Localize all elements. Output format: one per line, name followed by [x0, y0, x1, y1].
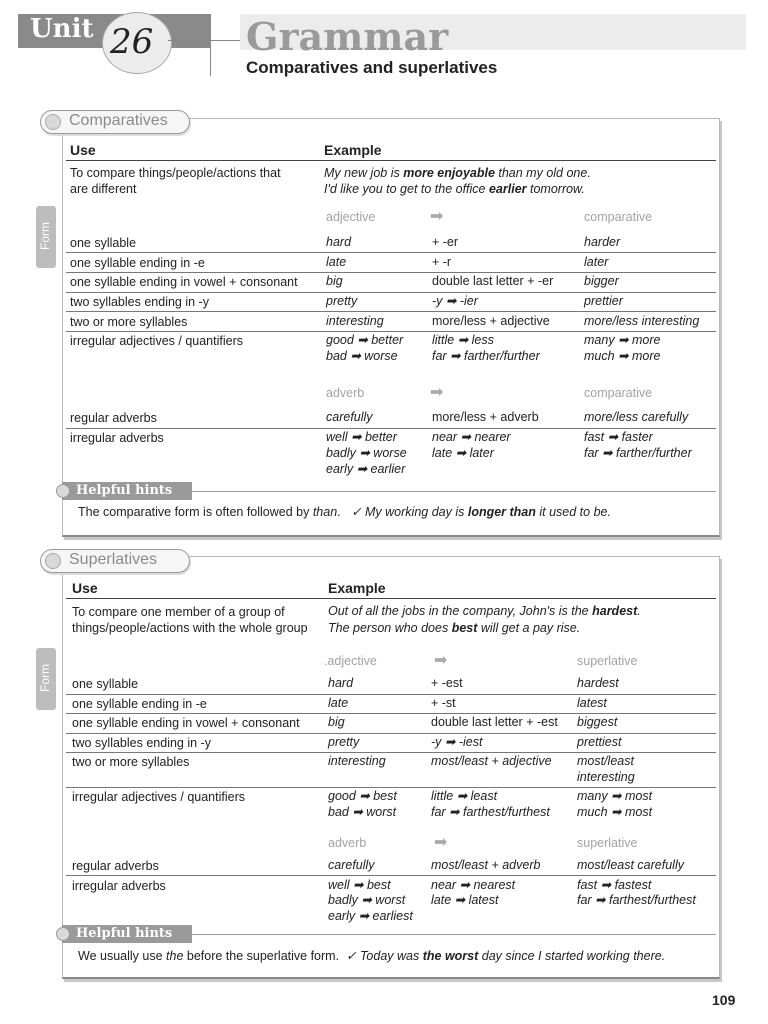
irregular-form: much ➡ most [577, 805, 653, 819]
unit-label: Unit [30, 14, 94, 44]
use-text-line-1: To compare things/people/actions that [70, 166, 281, 180]
bullet-icon [45, 553, 61, 569]
helpful-hints-header [62, 925, 192, 943]
row-base: carefully [326, 410, 373, 424]
row-base: hard [326, 235, 352, 249]
comparatives-tab [40, 110, 190, 134]
row-result: bigger [584, 274, 619, 288]
row-base: pretty [328, 735, 360, 749]
irregular-form: fast ➡ faster [584, 430, 653, 444]
header-divider [168, 40, 240, 41]
irregular-form: many ➡ more [584, 333, 661, 347]
irregular-form: far ➡ farther/further [584, 446, 692, 460]
row-divider [66, 733, 716, 734]
adverb-heading: adverb [328, 836, 367, 850]
row-rule: -y ➡ -iest [431, 735, 483, 749]
row-divider [66, 252, 716, 253]
row-rule: most/least + adverb [431, 858, 541, 872]
irregular-form: early ➡ earliest [328, 909, 413, 923]
use-text-line-2: are different [70, 182, 137, 196]
row-label: regular adverbs [72, 859, 159, 873]
row-divider [66, 694, 716, 695]
irregular-form: near ➡ nearer [432, 430, 511, 444]
form-tab-label: Form [38, 664, 52, 692]
helpful-hints-title: Helpful hints [76, 483, 173, 498]
row-label: irregular adverbs [72, 879, 166, 893]
row-label: irregular adjectives / quantifiers [72, 790, 245, 804]
row-rule: double last letter + -er [432, 274, 554, 288]
irregular-form: good ➡ best [328, 789, 397, 803]
bullet-icon [56, 927, 70, 941]
comparative-heading: comparative [584, 210, 653, 224]
irregular-form: good ➡ better [326, 333, 404, 347]
row-result: harder [584, 235, 621, 249]
row-rule: + -r [432, 255, 452, 269]
example-line-2: I'd like you to get to the office earlier tomorrow. [324, 182, 585, 196]
row-label: one syllable ending in -e [72, 697, 207, 711]
row-rule: more/less + adjective [432, 314, 550, 328]
irregular-form: badly ➡ worse [326, 446, 407, 460]
row-base: hard [328, 676, 354, 690]
row-label: two or more syllables [72, 755, 190, 769]
superlative-heading: superlative [577, 836, 638, 850]
example-line-1: My new job is more enjoyable than my old one. [324, 166, 591, 180]
row-base: pretty [326, 294, 358, 308]
example-header: Example [324, 142, 382, 158]
row-label: irregular adverbs [70, 431, 164, 445]
arrow-icon: ➡ [430, 208, 444, 225]
use-text-line-1: To compare one member of a group of [72, 605, 285, 619]
irregular-form: bad ➡ worst [328, 805, 397, 819]
row-result: more/less carefully [584, 410, 689, 424]
example-line-1: Out of all the jobs in the company, John's is the hardest. [328, 604, 641, 618]
irregular-form: far ➡ farther/further [432, 349, 540, 363]
row-result: most/least [577, 754, 634, 768]
irregular-form: little ➡ less [432, 333, 494, 347]
helpful-hints-header [62, 482, 192, 500]
irregular-form: well ➡ best [328, 878, 391, 892]
irregular-form: bad ➡ worse [326, 349, 398, 363]
row-result: more/less interesting [584, 314, 700, 328]
irregular-form: late ➡ latest [431, 893, 499, 907]
row-rule: most/least + adjective [431, 754, 552, 768]
row-rule: -y ➡ -ier [432, 294, 478, 308]
row-base: late [328, 696, 349, 710]
row-base: interesting [326, 314, 384, 328]
row-base: interesting [328, 754, 386, 768]
superlatives-tab-label: Superlatives [69, 551, 158, 568]
row-label: regular adverbs [70, 411, 157, 425]
irregular-form: little ➡ least [431, 789, 498, 803]
adjective-heading: adjective [326, 210, 376, 224]
row-divider [66, 752, 716, 753]
example-header: Example [328, 580, 386, 596]
row-rule: + -er [432, 235, 459, 249]
row-divider [66, 331, 716, 332]
row-label: two syllables ending in -y [70, 295, 209, 309]
bullet-icon [45, 114, 61, 130]
row-base: late [326, 255, 347, 269]
unit-number: 26 [110, 22, 154, 62]
row-label: two syllables ending in -y [72, 736, 211, 750]
row-divider [66, 787, 716, 788]
comparatives-tab-label: Comparatives [69, 112, 168, 129]
irregular-form: far ➡ farthest/furthest [577, 893, 696, 907]
row-result: biggest [577, 715, 618, 729]
row-rule: + -est [431, 676, 463, 690]
superlatives-hint: We usually use the before the superlative form. ✓ Today was the worst day since I started working there. [78, 949, 666, 963]
header-rule [66, 598, 716, 599]
page-title: Grammar [246, 14, 449, 59]
row-result: prettiest [577, 735, 622, 749]
row-divider [66, 272, 716, 273]
superlatives-form-tab [36, 648, 56, 710]
row-result: later [584, 255, 609, 269]
irregular-form: late ➡ later [432, 446, 494, 460]
row-base: carefully [328, 858, 375, 872]
row-label: one syllable [70, 236, 137, 250]
arrow-icon: ➡ [434, 652, 448, 669]
row-result: latest [577, 696, 607, 710]
row-label: one syllable ending in vowel + consonant [72, 716, 300, 730]
row-divider [66, 311, 716, 312]
irregular-form: badly ➡ worst [328, 893, 406, 907]
adverb-heading: adverb [326, 386, 365, 400]
row-label: two or more syllables [70, 315, 188, 329]
helpful-hints-title: Helpful hints [76, 926, 173, 941]
irregular-form: many ➡ most [577, 789, 653, 803]
row-base: big [326, 274, 343, 288]
bullet-icon [56, 484, 70, 498]
row-label: one syllable ending in -e [70, 256, 205, 270]
use-header: Use [70, 142, 96, 158]
example-line-2: The person who does best will get a pay rise. [328, 621, 581, 635]
form-tab-label: Form [38, 222, 52, 250]
irregular-form: much ➡ more [584, 349, 661, 363]
page-subtitle: Comparatives and superlatives [246, 58, 498, 77]
row-result: hardest [577, 676, 619, 690]
adjective-heading: .adjective [324, 654, 377, 668]
irregular-form: fast ➡ fastest [577, 878, 652, 892]
row-rule: + -st [431, 696, 456, 710]
superlatives-tab [40, 549, 190, 573]
use-text-line-2: things/people/actions with the whole group [72, 621, 308, 635]
superlative-heading: superlative [577, 654, 638, 668]
comparatives-form-tab [36, 206, 56, 268]
row-divider [66, 292, 716, 293]
irregular-form: near ➡ nearest [431, 878, 516, 892]
use-header: Use [72, 580, 98, 596]
irregular-form: early ➡ earlier [326, 462, 406, 476]
row-result: most/least carefully [577, 858, 684, 872]
row-result: prettier [584, 294, 623, 308]
page-number: 109 [712, 992, 736, 1008]
row-base: big [328, 715, 345, 729]
header-divider-vertical [210, 14, 211, 76]
row-label: one syllable [72, 677, 139, 691]
arrow-icon: ➡ [430, 384, 444, 401]
row-divider [66, 713, 716, 714]
row-divider [66, 875, 716, 876]
row-rule: more/less + adverb [432, 410, 539, 424]
header-rule [66, 160, 716, 161]
row-divider [66, 428, 716, 429]
row-label: irregular adjectives / quantifiers [70, 334, 243, 348]
row-label: one syllable ending in vowel + consonant [70, 275, 298, 289]
comparative-heading: comparative [584, 386, 653, 400]
irregular-form: well ➡ better [326, 430, 397, 444]
arrow-icon: ➡ [434, 834, 448, 851]
comparatives-hint: The comparative form is often followed by than. ✓ My working day is longer than it used to be. [78, 505, 611, 519]
row-result: interesting [577, 770, 635, 784]
irregular-form: far ➡ farthest/furthest [431, 805, 550, 819]
row-rule: double last letter + -est [431, 715, 558, 729]
